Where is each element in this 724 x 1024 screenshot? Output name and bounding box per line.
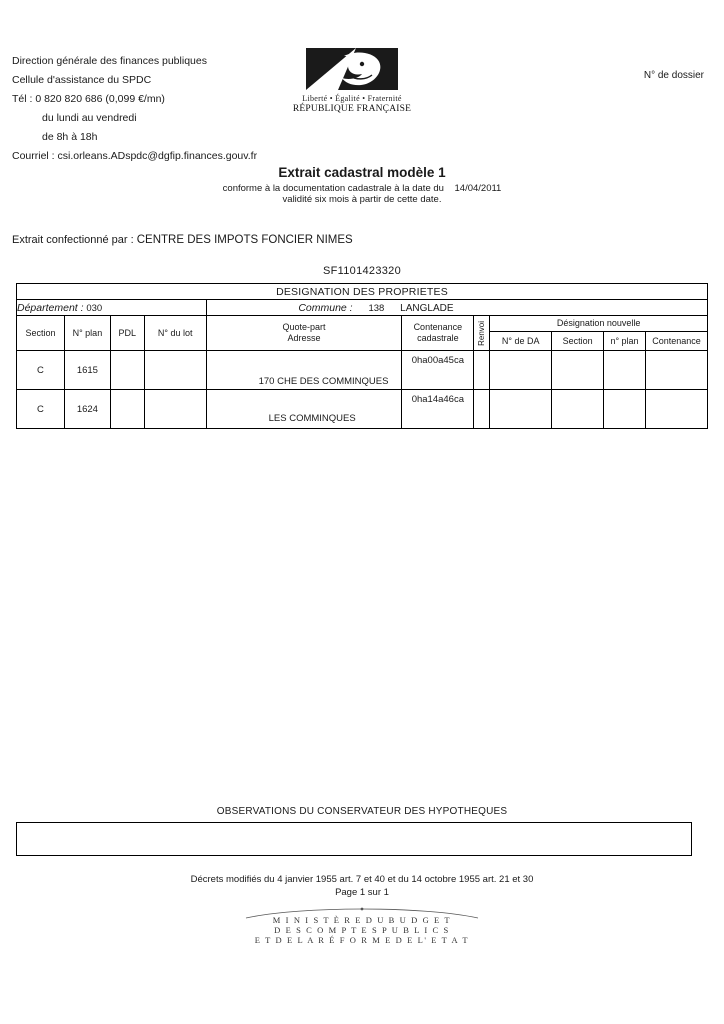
header-contenance: Contenance bbox=[413, 322, 463, 332]
logo-republique-label: RÉPUBLIQUE FRANÇAISE bbox=[292, 104, 412, 114]
subtitle-date-value: 14/04/2011 bbox=[454, 183, 502, 194]
header-plan: N° plan bbox=[64, 316, 110, 351]
header-cadastrale: cadastrale bbox=[417, 333, 459, 343]
header-quotepart: Quote-part bbox=[282, 322, 326, 332]
header-contact-block bbox=[12, 52, 312, 166]
row-pdl bbox=[110, 390, 144, 429]
row-plan: 1624 bbox=[64, 390, 110, 429]
row-da bbox=[490, 351, 552, 390]
row-section: C bbox=[17, 390, 65, 429]
header-line-2: Cellule d'assistance du SPDC bbox=[12, 74, 152, 86]
confection-line bbox=[12, 234, 353, 246]
header-line-3: Tél : 0 820 820 686 (0,099 €/mn) bbox=[12, 93, 165, 105]
row-new-contenance bbox=[645, 390, 707, 429]
row-new-section bbox=[552, 390, 604, 429]
row-new-section bbox=[552, 351, 604, 390]
row-new-plan bbox=[604, 351, 646, 390]
header-quotepart-adresse bbox=[206, 316, 402, 351]
row-contenance: 0ha14a46ca bbox=[402, 390, 474, 429]
row-adresse: LES COMMINQUES bbox=[206, 390, 402, 429]
reference-number: SF1101423320 bbox=[322, 265, 402, 277]
header-renvoi-label: Renvoi bbox=[477, 320, 487, 346]
header-line-4: du lundi au vendredi bbox=[42, 112, 137, 124]
header-line-1: Direction générale des finances publiques bbox=[12, 55, 207, 67]
ministere-line-1: M I N I S T È R E D U B U D G E T bbox=[272, 915, 452, 925]
footer-page-number: Page 1 sur 1 bbox=[335, 887, 389, 898]
logo-devise: Liberté • Égalité • Fraternité bbox=[302, 94, 402, 103]
row-pdl bbox=[110, 351, 144, 390]
table-header-row bbox=[17, 316, 708, 332]
header-new-section: Section bbox=[552, 332, 604, 351]
row-renvoi bbox=[474, 390, 490, 429]
band-title: DESIGNATION DES PROPRIETES bbox=[17, 284, 708, 300]
row-adresse: 170 CHE DES COMMINQUES bbox=[206, 351, 402, 390]
header-renvoi bbox=[474, 316, 490, 351]
row-new-contenance bbox=[645, 351, 707, 390]
department-value: 030 bbox=[86, 302, 103, 314]
properties-table bbox=[16, 283, 708, 429]
row-lot bbox=[144, 351, 206, 390]
commune-label: Commune : bbox=[298, 301, 353, 314]
republique-francaise-logo bbox=[292, 46, 412, 114]
header-lot: N° du lot bbox=[144, 316, 206, 351]
row-contenance: 0ha00a45ca bbox=[402, 351, 474, 390]
document-subtitle-validity: validité six mois à partir de cette date. bbox=[282, 194, 442, 205]
header-designation-nouvelle: Désignation nouvelle bbox=[490, 316, 708, 332]
header-adresse: Adresse bbox=[287, 333, 321, 343]
ministere-line-2: D E S C O M P T E S P U B L I C S bbox=[274, 925, 450, 935]
header-pdl: PDL bbox=[110, 316, 144, 351]
ministere-line-3: E T D E L A R É F O R M E D E L' E T A T bbox=[254, 935, 470, 945]
observations-title: OBSERVATIONS DU CONSERVATEUR DES HYPOTHEQUES bbox=[216, 806, 508, 817]
subtitle-prefix: conforme à la documentation cadastrale à la date du bbox=[222, 183, 444, 194]
document-title: Extrait cadastral modèle 1 bbox=[278, 165, 446, 180]
confection-office: CENTRE DES IMPOTS FONCIER NIMES bbox=[136, 234, 353, 246]
commune-name: LANGLADE bbox=[400, 302, 454, 314]
confection-label: Extrait confectionné par : bbox=[12, 234, 134, 246]
footer-decrets: Décrets modifiés du 4 janvier 1955 art. 7 et 40 et du 14 octobre 1955 art. 21 et 30 bbox=[190, 874, 534, 885]
commune-cell bbox=[206, 300, 707, 316]
row-plan: 1615 bbox=[64, 351, 110, 390]
table-row bbox=[17, 351, 708, 390]
row-renvoi bbox=[474, 351, 490, 390]
table-row bbox=[17, 390, 708, 429]
ministere-block bbox=[0, 915, 724, 945]
header-line-5: de 8h à 18h bbox=[42, 131, 98, 143]
observations-box bbox=[16, 823, 692, 856]
header-new-plan: n° plan bbox=[604, 332, 646, 351]
table-band-row bbox=[17, 284, 708, 300]
row-da bbox=[490, 390, 552, 429]
department-commune-row bbox=[17, 300, 708, 316]
header-line-6: Courriel : csi.orleans.ADspdc@dgfip.finances.gouv.fr bbox=[12, 150, 258, 162]
commune-code: 138 bbox=[368, 302, 385, 314]
department-label: Département : bbox=[17, 301, 84, 314]
document-subtitle-date bbox=[0, 183, 724, 194]
header-new-contenance: Contenance bbox=[645, 332, 707, 351]
marianne-icon bbox=[304, 46, 400, 92]
row-lot bbox=[144, 390, 206, 429]
department-cell bbox=[17, 300, 207, 316]
header-da: N° de DA bbox=[490, 332, 552, 351]
row-new-plan bbox=[604, 390, 646, 429]
row-section: C bbox=[17, 351, 65, 390]
dossier-number-label: N° de dossier bbox=[643, 70, 704, 81]
header-contenance-cadastrale bbox=[402, 316, 474, 351]
header-section: Section bbox=[17, 316, 65, 351]
